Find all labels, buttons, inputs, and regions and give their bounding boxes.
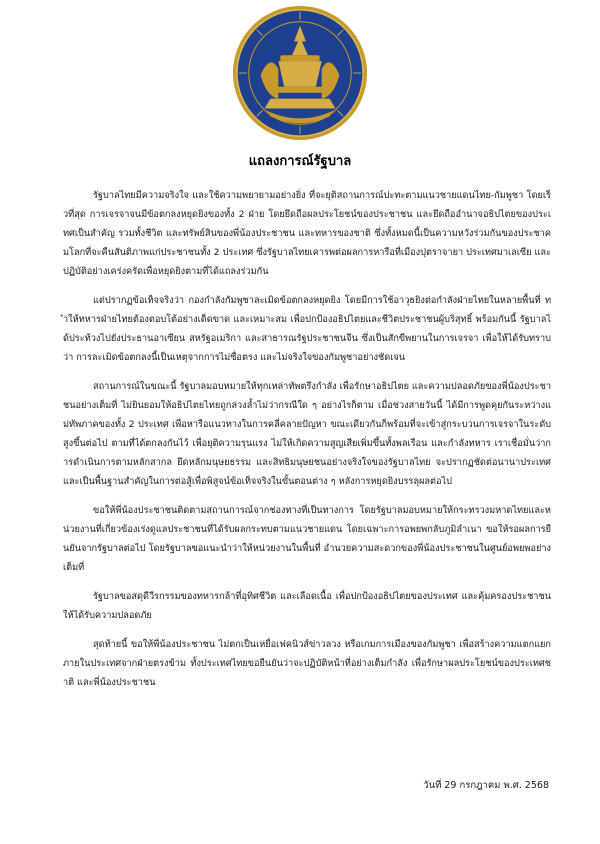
paragraph-2: แต่ปรากฏข้อเท็จจริงว่า กองกำลังกัมพูชาละเมิดข้อตกลงหยุดยิง โดยมีการใช้อาวุธยิงต่อกำลังฝ่ายไทยในหลายพื้นที่ ทำให้ทหารฝ่ายไทยต้องตอบโต้อย่างเด็ดขาด และเหมาะสม เพื่อปกป้องอธิปไตยและชีวิตประชาชนผู้บริสุทธิ์ พร้อมกันนี้ รัฐบาลได้ประท้วงไปยังประธานอาเซียน สหรัฐอเมริกา และสาธารณรัฐประชาชนจีน ซึ่งเป็นสักขีพยานในการเจรจา เพื่อให้ได้รับทราบว่า การละเมิดข้อตกลงนี้เป็นเหตุจากการไม่ซื่อตรง และไม่จริงใจของกัมพูชาอย่างชัดเจน: [63, 295, 551, 363]
paragraph-6: สุดท้ายนี้ ขอให้พี่น้องประชาชน ไม่ตกเป็นเหยื่อเฟคนิวส์ข่าวลวง หรือเกมการเมืองของกัมพูชา เพื่อสร้างความแตกแยกภายในประเทศจากฝ่ายตรงข้าม ทั้งประเทศไทยขอยืนยันว่าจะปฏิบัติหน้าที่อย่างเต็มกำลัง เพื่อรักษาผลประโยชน์ของประเทศชาติ และพี่น้องประชาชน: [63, 639, 551, 688]
paragraph-5: รัฐบาลขอสดุดีวีรกรรมของทหารกล้าที่อุทิศชีวิต และเลือดเนื้อ เพื่อปกป้องอธิปไตยของประเทศ และคุ้มครองประชาชนให้ได้รับความปลอดภัย: [63, 591, 551, 621]
document-date: วันที่ 29 กรกฎาคม พ.ศ. 2568: [423, 780, 549, 791]
document-body: [63, 186, 551, 702]
paragraph-1: รัฐบาลไทยมีความจริงใจ และใช้ความพยายามอย่างยิ่ง ที่จะยุติสถานการณ์ปะทะตามแนวชายแดนไทย-กัมพูชา โดยเร็วที่สุด การเจรจาจนมีข้อตกลงหยุดยิงของทั้ง 2 ฝ่าย โดยยึดถือผลประโยชน์ของประชาชน และยึดถืออำนาจอธิปไตยของประเทศเป็นสำคัญ รวมทั้งชีวิต และทรัพย์สินของพี่น้องประชาชน และทหารของชาติ ซึ่งทั้งหมดนี้เป็นความหวังร่วมกันของประชาคมโลกที่จะคืนสันติภาพแก่ประชาชนทั้ง 2 ประเทศ ซึ่งรัฐบาลไทยเคารพต่อผลการหารือที่เมืองปุตราจายา ประเทศมาเลเซีย และปฏิบัติอย่างเคร่งครัดเพื่อหยุดยิงตามที่ได้แถลงร่วมกัน: [63, 190, 551, 277]
paragraph-4: ขอให้พี่น้องประชาชนติดตามสถานการณ์จากช่องทางที่เป็นทางการ โดยรัฐบาลมอบหมายให้กระทรวงมหาดไทยและหน่วยงานที่เกี่ยวข้องเร่งดูแลประชาชนที่ได้รับผลกระทบตามแนวชายแดน โดยเฉพาะการอพยพกลับภูมิลำเนา ขอให้รอผลการยืนยันจากรัฐบาลต่อไป โดยรัฐบาลขอแนะนำว่าให้หน่วยงานในพื้นที่ อำนวยความสะดวกของพี่น้องประชาชนในศูนย์อพยพอย่างเต็มที่: [63, 505, 551, 573]
paragraph-3: สถานการณ์ในขณะนี้ รัฐบาลมอบหมายให้ทุกเหล่าทัพตรึงกำลัง เพื่อรักษาอธิปไตย และความปลอดภัยของพี่น้องประชาชนอย่างเต็มที่ ไม่ยินยอมให้อธิปไตยไทยถูกล่วงล้ำไม่ว่ากรณีใด ๆ อย่างไรก็ตาม เมื่อช่วงสายวันนี้ ได้มีการพูดคุยกันระหว่างแม่ทัพภาคของทั้ง 2 ประเทศ เพื่อหารือแนวทางในการคลี่คลายปัญหา ขณะเดียวกันก็พร้อมที่จะเข้าสู่กระบวนการเจรจาในระดับสูงขึ้นต่อไป ตามที่ได้ตกลงกันไว้ เพื่อยุติความรุนแรง ไม่ให้เกิดความสูญเสียเพิ่มขึ้นทั้งพลเรือน และกำลังทหาร เราเชื่อมั่นว่าการดำเนินการตามหลักสากล ยึดหลักมนุษยธรรม และสิทธิมนุษยชนอย่างจริงใจของรัฐบาลไทย จะปรากฏชัดต่อนานาประเทศ และเป็นพื้นฐานสำคัญในการต่อสู้เพื่อพิสูจน์ข้อเท็จจริงในขั้นตอนต่าง ๆ หลังการหยุดยิงบรรลุผลต่อไป: [63, 381, 551, 487]
thai-government-seal-icon: [231, 4, 369, 142]
document-title: แถลงการณ์รัฐบาล: [248, 154, 352, 169]
